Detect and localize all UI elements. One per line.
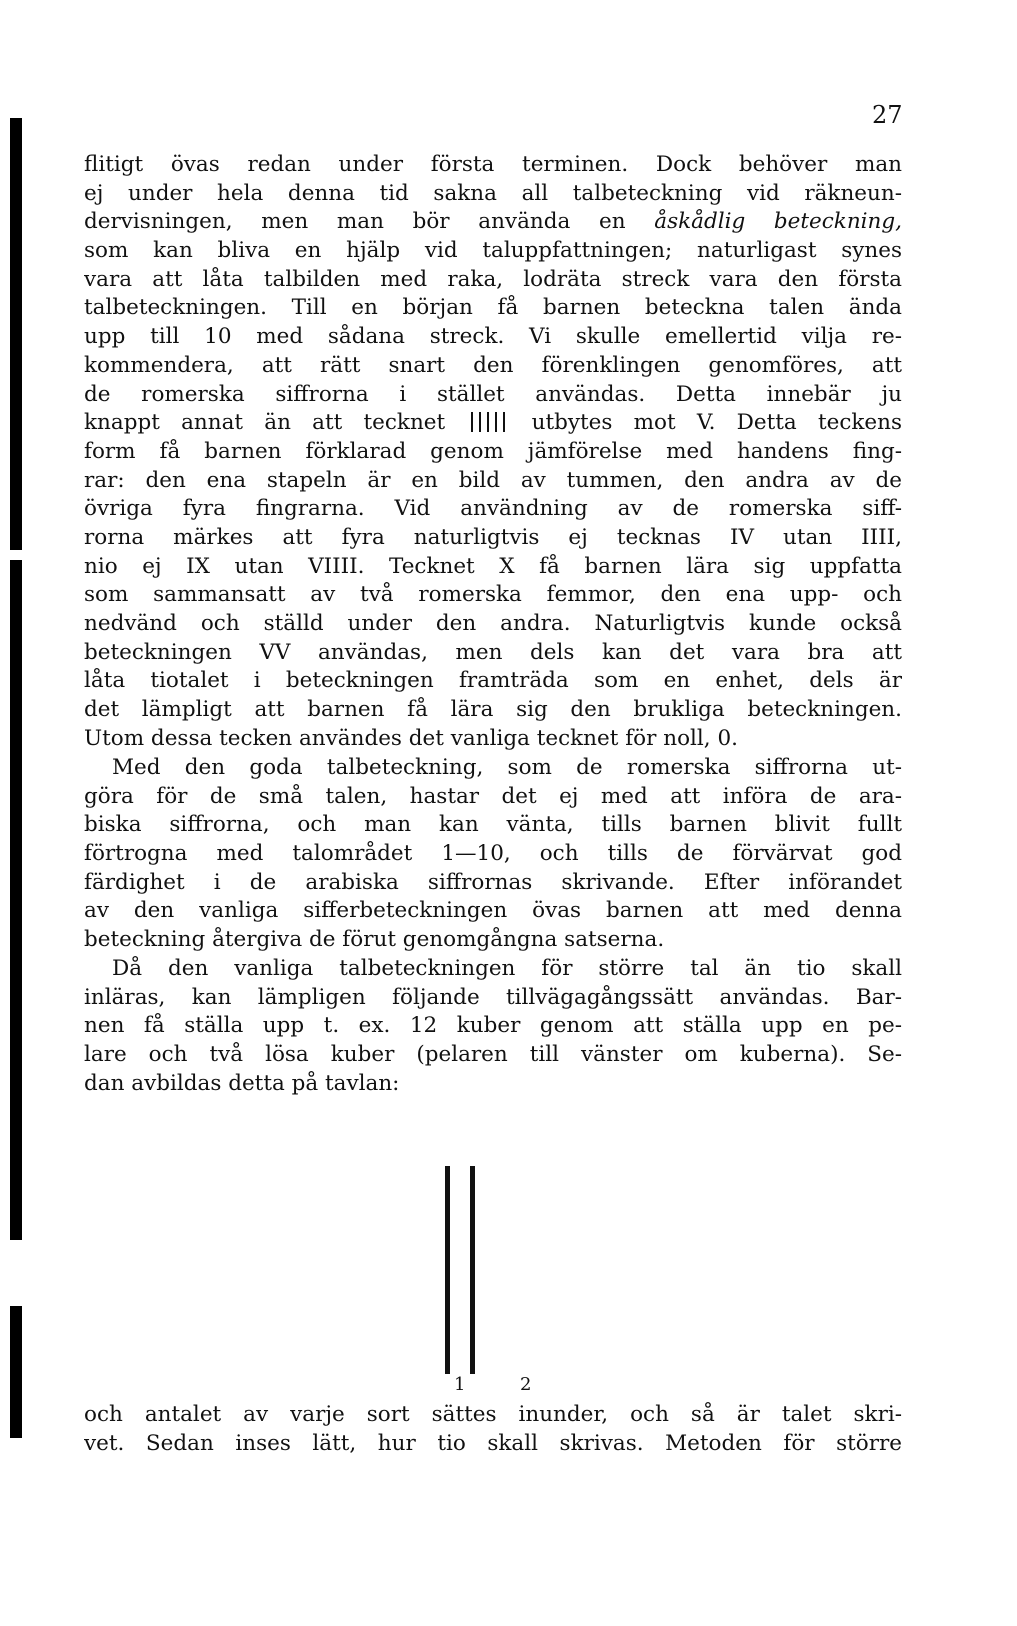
- text-line: Då den vanliga talbeteckningen för större tal än tio skall: [112, 956, 902, 981]
- text-line: Utom dessa tecken användes det vanliga tecknet för noll, 0.: [84, 725, 738, 751]
- text-line: låta tiotalet i beteckningen framträda som en enhet, dels är: [84, 668, 902, 694]
- text-line: övriga fyra fingrarna. Vid användning av de romerska siff-: [84, 496, 902, 522]
- text-segment: knappt annat än att tecknet: [84, 410, 467, 436]
- text-line: ej under hela denna tid sakna all talbeteckning vid räkneun-: [84, 180, 902, 206]
- text-line: upp till 10 med sådana streck. Vi skulle emellertid vilja re-: [84, 324, 902, 350]
- text-line: nio ej IX utan VIIII. Tecknet X få barnen lära sig uppfatta: [84, 553, 902, 579]
- paragraph-2: [84, 754, 902, 955]
- paragraph-3: [84, 955, 902, 1098]
- scan-edge-bar-bottom: [10, 1306, 22, 1438]
- text-line: rorna märkes att fyra naturligtvis ej tecknas IV utan IIII,: [84, 524, 902, 550]
- text-line: och antalet av varje sort sättes inunder, och så är talet skri-: [84, 1402, 902, 1427]
- page-number: 27: [872, 101, 903, 129]
- text-line: form få barnen förklarad genom jämförelse med handens fing-: [84, 438, 902, 464]
- paragraph-4: [84, 1401, 902, 1458]
- text-line: kommendera, att rätt snart den förenklingen genomföres, att: [84, 352, 902, 378]
- pillar-bar-left: [445, 1166, 450, 1374]
- text-line: nedvänd och ställd under den andra. Naturligtvis kunde också: [84, 611, 902, 636]
- text-line: talbeteckningen. Till en början få barnen beteckna talen ända: [84, 295, 902, 321]
- scan-edge-bar-middle: [10, 560, 22, 1240]
- text-line: flitigt övas redan under första terminen. Dock behöver man: [84, 152, 902, 177]
- text-line: beteckning återgiva de förut genomgångna satserna.: [84, 927, 665, 953]
- text-line: vet. Sedan inses lätt, hur tio skall skrivas. Metoden för större: [84, 1430, 902, 1456]
- text-line: nen få ställa upp t. ex. 12 kuber genom att ställa upp en pe-: [84, 1013, 902, 1039]
- text-line: av den vanliga sifferbeteckningen övas barnen att med denna: [84, 898, 902, 924]
- text-line: de romerska siffrorna i stället användas. Detta innebär ju: [84, 381, 902, 407]
- tally-mark-symbol: [468, 412, 508, 438]
- paragraph-1: [84, 151, 902, 753]
- text-line: färdighet i de arabiska siffrornas skrivande. Efter införandet: [84, 869, 902, 895]
- text-line: som sammansatt av två romerska femmor, den ena upp- och: [84, 582, 902, 608]
- text-segment: utbytes mot V. Detta teckens: [510, 410, 902, 436]
- scan-edge-bar-top: [10, 118, 22, 550]
- text-line: dan avbildas detta på tavlan:: [84, 1070, 400, 1096]
- figure-label-ones: 2: [520, 1374, 532, 1395]
- text-line: [84, 208, 902, 237]
- text-line: beteckningen VV användas, men dels kan det vara bra att: [84, 639, 902, 665]
- text-line: Med den goda talbeteckning, som de romerska siffrorna ut-: [112, 755, 902, 780]
- text-line: biska siffrorna, och man kan vänta, tills barnen blivit fullt: [84, 812, 902, 838]
- pillar-bar-right: [470, 1166, 475, 1374]
- text-line: lare och två lösa kuber (pelaren till vänster om kuberna). Se-: [84, 1042, 902, 1068]
- text-line: inläras, kan lämpligen följande tillvägagångssätt användas. Bar-: [84, 984, 902, 1010]
- italic-phrase: åskådlig beteckning,: [654, 209, 902, 235]
- text-line: det lämpligt att barnen få lära sig den brukliga beteckningen.: [84, 697, 902, 723]
- text-line: göra för de små talen, hastar det ej med att införa de ara-: [84, 783, 902, 809]
- figure-label-tens: 1: [454, 1374, 466, 1395]
- text-segment: dervisningen, men man bör använda en: [84, 209, 655, 235]
- text-line: rar: den ena stapeln är en bild av tummen, den andra av de: [84, 467, 902, 493]
- text-line: som kan bliva en hjälp vid taluppfattningen; naturligast synes: [84, 238, 902, 264]
- text-line: förtrogna med talområdet 1—10, och tills de förvärvat god: [84, 841, 902, 867]
- text-line: [84, 409, 902, 438]
- text-line: vara att låta talbilden med raka, lodräta streck vara den första: [84, 266, 902, 292]
